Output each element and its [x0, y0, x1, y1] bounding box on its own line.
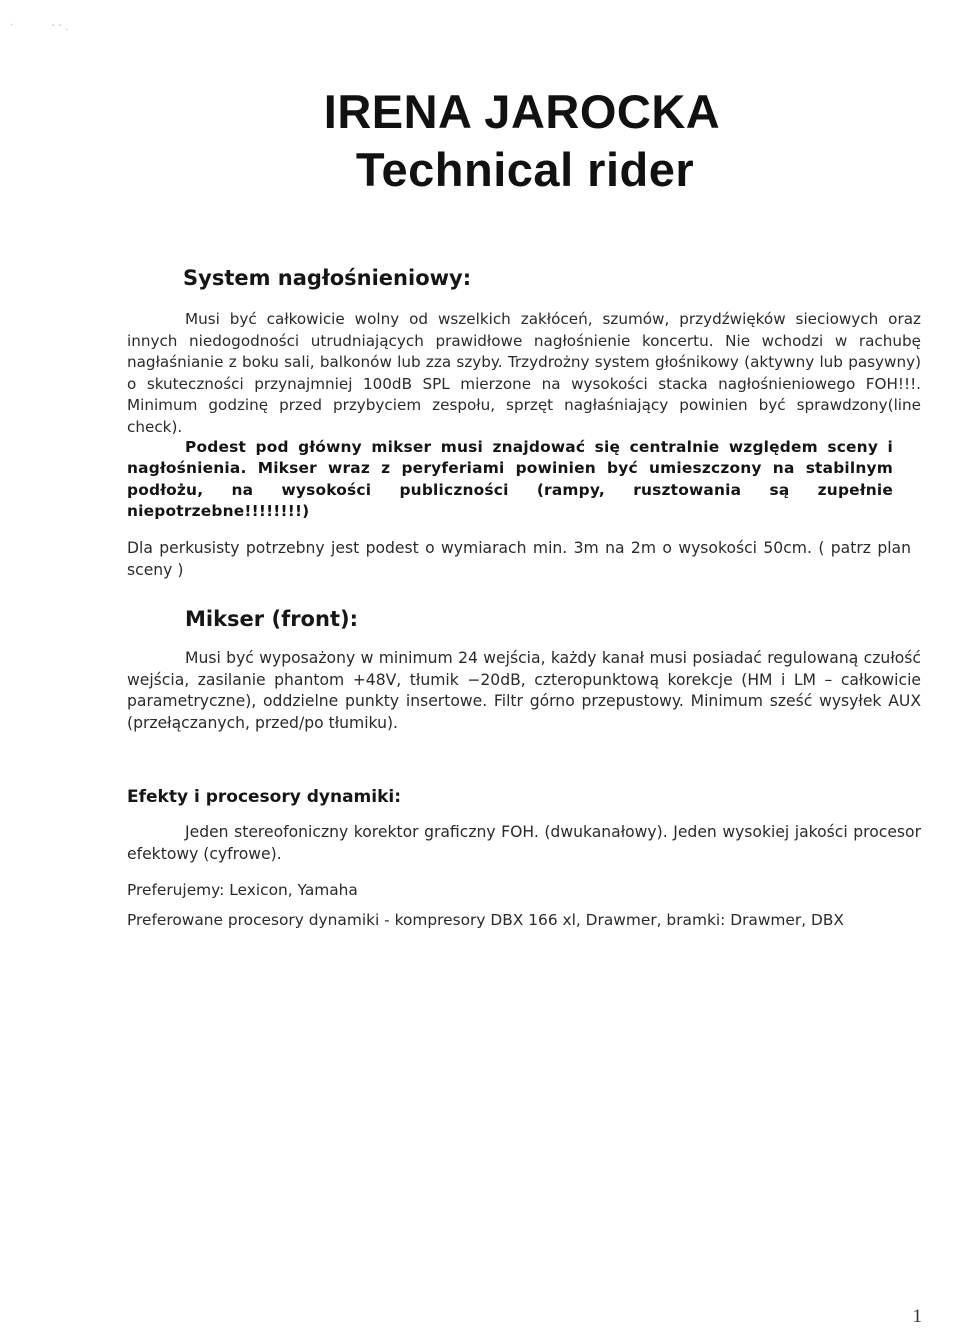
page-number: 1	[912, 1306, 922, 1327]
paragraph-system-requirements: Musi być całkowicie wolny od wszelkich zakłóceń, szumów, przydźwięków sieciowych oraz innych niedogodności utrudniających prawidłowe nagłośnienie koncertu. Nie wchodzi w rachubę nagłaśnianie z boku sali, balkonów lub zza szyby. Trzydrożny system głośnikowy (aktywny lub pasywny) o skuteczności przynajmniej 100dB SPL mierzone na wysokości stacka nagłośnieniowego FOH!!!. Minimum godzinę przed przybyciem zespołu, sprzęt nagłaśniający powinien być sprawdzony(line check).	[127, 310, 921, 436]
scan-specks: · ‐ ‐ ˎ	[10, 20, 70, 31]
preferred-dynamics-line: Preferowane procesory dynamiki - kompresory DBX 166 xl, Drawmer, bramki: Drawmer, DBX	[127, 911, 844, 929]
document-title-subtitle: Technical rider	[355, 143, 695, 196]
heading-effects: Efekty i procesory dynamiki:	[127, 787, 402, 807]
paragraph-mixer-platform: Podest pod główny mikser musi znajdować się centralnie względem sceny i nagłośnienia. Mikser wraz z peryferiami powinien być umieszczony na stabilnym podłożu, na wysokości publiczności (rampy, rusztowania są zupełnie niepotrzebne!!!!!!!!)	[127, 438, 893, 521]
document-title-artist: IRENA JAROCKA	[323, 85, 721, 138]
paragraph-drum-riser: Dla perkusisty potrzebny jest podest o wymiarach min. 3m na 2m o wysokości 50cm. ( patrz plan sceny )	[127, 539, 911, 579]
paragraph-mixer-specs: Musi być wyposażony w minimum 24 wejścia, każdy kanał musi posiadać regulowaną czułość wejścia, zasilanie phantom +48V, tłumik −20dB, czteropunktową korekcje (HM i LM – całkowicie parametryczne), oddzielne punkty insertowe. Filtr górno przepustowy. Minimum sześć wysyłek AUX (przełączanych, przed/po tłumiku).	[127, 649, 921, 732]
paragraph-effects: Jeden stereofoniczny korektor graficzny FOH. (dwukanałowy). Jeden wysokiej jakości procesor efektowy (cyfrowe).	[127, 823, 921, 863]
heading-system: System nagłośnieniowy:	[183, 266, 472, 290]
preferred-effects-line: Preferujemy: Lexicon, Yamaha	[127, 881, 358, 899]
heading-mixer: Mikser (front):	[185, 607, 358, 631]
